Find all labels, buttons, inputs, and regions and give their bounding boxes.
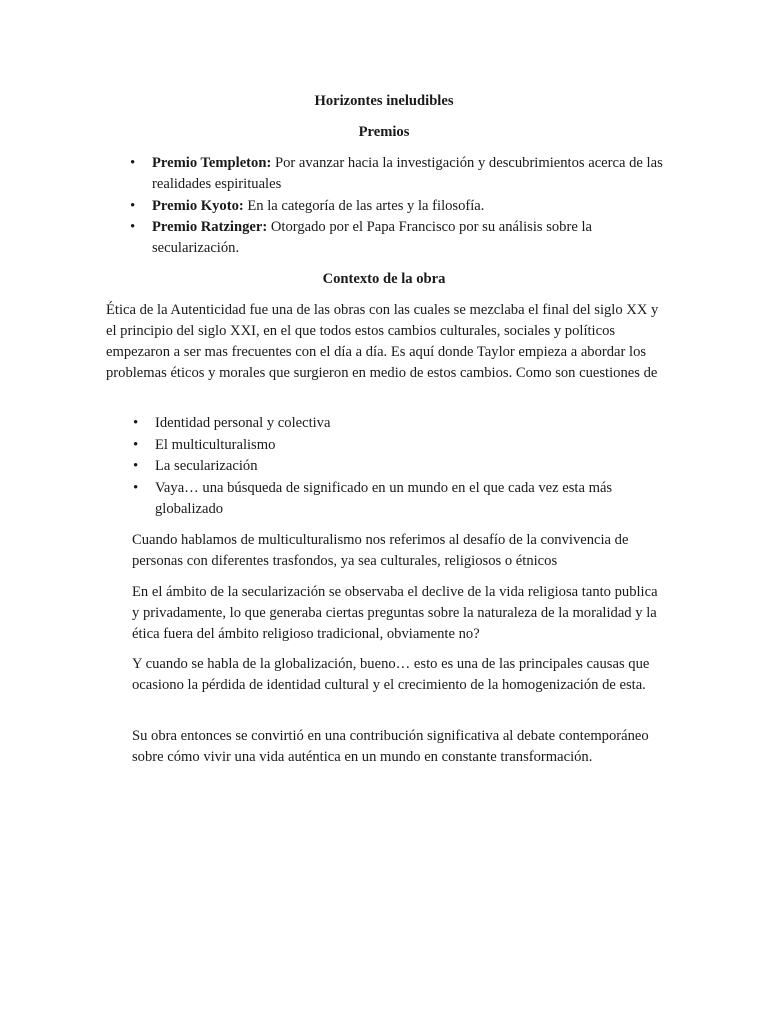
list-item: • La secularización: [133, 456, 660, 477]
document-title: Horizontes ineludibles: [314, 93, 454, 109]
list-item: [130, 196, 665, 217]
award-name: Premio Ratzinger:: [152, 219, 268, 235]
secularization-paragraph: En el ámbito de la secularización se observaba el declive de la vida religiosa tanto publica y privadamente, lo que generaba ciertas preguntas sobre la naturaleza de la moralidad y la ética fuera del ámbito religioso tradicional, obviamente no?: [132, 584, 658, 642]
topics-list: [133, 413, 660, 520]
conclusion-paragraph: Su obra entonces se convirtió en una contribución significativa al debate contemporáneo sobre cómo vivir una vida auténtica en un mundo en constante transformación.: [132, 728, 649, 765]
list-item: • El multiculturalismo: [133, 435, 660, 456]
list-item: • Vaya… una búsqueda de significado en un mundo en el que cada vez esta más globalizado: [133, 478, 660, 520]
intro-paragraph: Ética de la Autenticidad fue una de las obras con las cuales se mezclaba el final del siglo XX y el principio del siglo XXI, en el que todos estos cambios culturales, sociales y políticos empezaron a ser mas frecuentes con el día a día. Es aquí donde Taylor empieza a abordar los problemas éticos y morales que surgieron en medio de estos cambios. Como son cuestiones de: [106, 302, 659, 381]
list-item: [130, 153, 665, 195]
awards-heading: Premios: [358, 124, 410, 140]
context-heading: Contexto de la obra: [322, 271, 446, 287]
award-description: Otorgado por el Papa Francisco por su análisis sobre la secularización.: [152, 219, 592, 256]
list-item: • Identidad personal y colectiva: [133, 413, 660, 434]
award-description: Por avanzar hacia la investigación y descubrimientos acerca de las realidades espirituales: [152, 155, 663, 192]
award-name: Premio Kyoto:: [152, 197, 244, 214]
awards-list: [130, 153, 665, 259]
globalization-paragraph: Y cuando se habla de la globalización, bueno… esto es una de las principales causas que ocasiono la pérdida de identidad cultural y el crecimiento de la homogenización de esta.: [132, 656, 650, 693]
award-description: En la categoría de las artes y la filosofía.: [243, 197, 485, 214]
award-name: Premio Templeton:: [152, 155, 272, 171]
list-item: [130, 217, 665, 259]
multiculturalism-paragraph: Cuando hablamos de multiculturalismo nos referimos al desafío de la convivencia de personas con diferentes trasfondos, ya sea culturales, religiosos o étnicos: [132, 532, 629, 569]
